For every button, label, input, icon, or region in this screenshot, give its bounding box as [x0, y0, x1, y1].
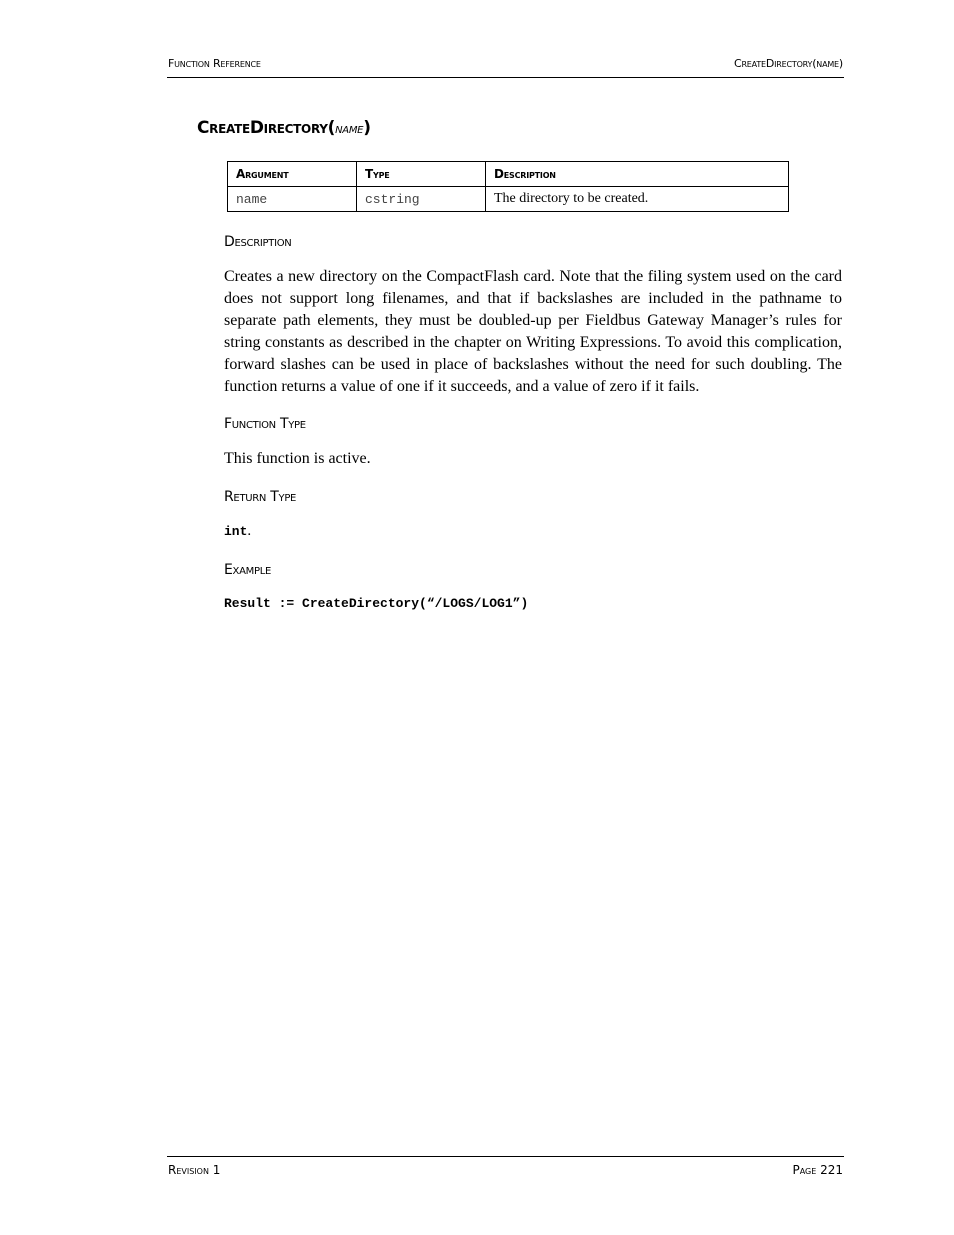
title-function-name: CreateDirectory( [197, 118, 336, 138]
argument-table [227, 161, 789, 212]
cell-description: The directory to be created. [486, 187, 789, 212]
function-type-text: This function is active. [224, 450, 371, 467]
return-type-value [224, 523, 251, 540]
column-header-argument: Argument [228, 162, 357, 187]
running-footer [167, 1156, 844, 1179]
return-type-heading: Return Type [224, 489, 297, 505]
return-type-period: . [247, 523, 252, 539]
column-header-type: Type [357, 162, 486, 187]
header-function-name: CreateDirectory(name) [733, 57, 843, 70]
footer-revision: Revision 1 [168, 1163, 221, 1177]
footer-page-number: Page 221 [792, 1163, 843, 1177]
header-section-title: Function Reference [168, 57, 261, 70]
cell-argument: name [228, 187, 357, 212]
description-heading: Description [224, 234, 292, 250]
function-type-heading: Function Type [224, 416, 306, 432]
example-code: Result := CreateDirectory(“/LOGS/LOG1”) [224, 596, 529, 611]
cell-type: cstring [357, 187, 486, 212]
table-row [228, 187, 789, 212]
column-header-description: Description [486, 162, 789, 187]
page-title [197, 118, 371, 138]
title-argument: name [335, 121, 364, 137]
example-heading: Example [224, 562, 271, 578]
running-header [167, 55, 844, 78]
title-close-paren: ) [363, 118, 371, 138]
return-type-code: int [224, 524, 248, 539]
table-header-row [228, 162, 789, 187]
description-text: Creates a new directory on the CompactFlash card. Note that the filing system used on the card does not support long filenames, and that if backslashes are included in the pathname to separate path elements, they must be doubled-up per Fieldbus Gateway Manager’s rules for string constants as described in the chapter on Writing Expressions. To avoid this complication, forward slashes can be used in place of backslashes without the need for such doubling. The function returns a value of one if it succeeds, and a value of zero if it fails. [224, 268, 842, 395]
